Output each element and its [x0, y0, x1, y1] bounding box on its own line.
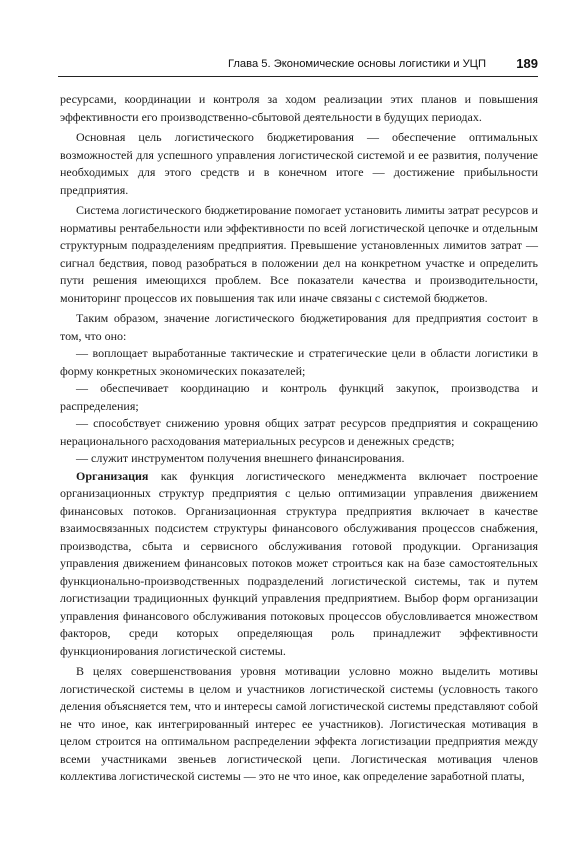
- list-item: — служит инструментом получения внешнего финансирования.: [76, 451, 405, 465]
- paragraph-continuation: ресурсами, координации и контроля за ходом реализации этих планов и повышения эффективности его производственно-сбытовой деятельности в будущих периодах.: [60, 92, 538, 124]
- page-number: 189: [516, 56, 538, 71]
- paragraph-motivation: В целях совершенствования уровня мотивации условно можно выделить мотивы логистической системы в целом и участников логистической системы (условность такого деления объясняется тем, что и интересы самой логистической системы представляют собой не что иное, как интегрированный интерес ее участников). Логистическая мотивация в целом строится на оптимальном распределении эффекта логистизации предприятия между всеми участниками звеньев логистической цепи. Логистическая мотивация членов коллектива логистической системы — это не что иное, как определение заработной платы,: [60, 664, 538, 783]
- paragraph-budget-goal: Основная цель логистического бюджетирования — обеспечение оптимальных возможностей для успешного управления логистической системой и ее развития, получение необходимых для этого средств и в конечном итоге — достижение прибыльности предприятия.: [60, 130, 538, 197]
- paragraph-organization: [60, 468, 538, 661]
- paragraph-organization-text: как функция логистического менеджмента включает построение организационных структур предприятия с целью оптимизации управления движением финансовых потоков. Организационная структура предприятия включает в качестве взаимосвязанных подсистем структуры финансового обслуживания процессов снабжения, производства, сбыта и сервисного обслуживания готовой продукции. Организация управления движением финансовых потоков может строиться как на базе самостоятельных функционально-производственных подразделений логистической системы, так и путем логистизации традиционных функций управления предприятием. Выбор форм организации управления финансового обслуживания потоковых процессов обусловливается множеством факторов, среди которых определяющая роль принадлежит эффективности функционирования логистической системы.: [60, 468, 538, 658]
- page-header: [58, 56, 538, 77]
- running-head: Глава 5. Экономические основы логистики и УЦП: [227, 58, 486, 70]
- term-organization: Организация: [76, 468, 149, 483]
- list-item: — обеспечивает координацию и контроль функций закупок, производства и распределения;: [60, 381, 538, 413]
- list-item: — воплощает выработанные тактические и стратегические цели в области логистики в форму конкретных экономических показателей;: [60, 346, 538, 378]
- paragraph-budget-importance: Таким образом, значение логистического бюджетирования для предприятия состоит в том, что оно:: [60, 311, 538, 343]
- paragraph-budget-system: Система логистического бюджетирование помогает установить лимиты затрат ресурсов и нормативы рентабельности или эффективности по всей логистической цепочке и отдельным структурным подразделениям предприятия. Превышение установленных лимитов затрат — сигнал бедствия, повод разобраться в положении дел на конкретном участке и определить пути решения имеющихся проблем. Все показатели качества и производительности, мониторинг процессов их повышения так или иначе связаны с системой бюджетов.: [60, 203, 538, 305]
- body-text: [60, 91, 538, 786]
- list-item: — способствует снижению уровня общих затрат ресурсов предприятия и сокращению нерационального расходования материальных ресурсов и денежных средств;: [60, 416, 538, 448]
